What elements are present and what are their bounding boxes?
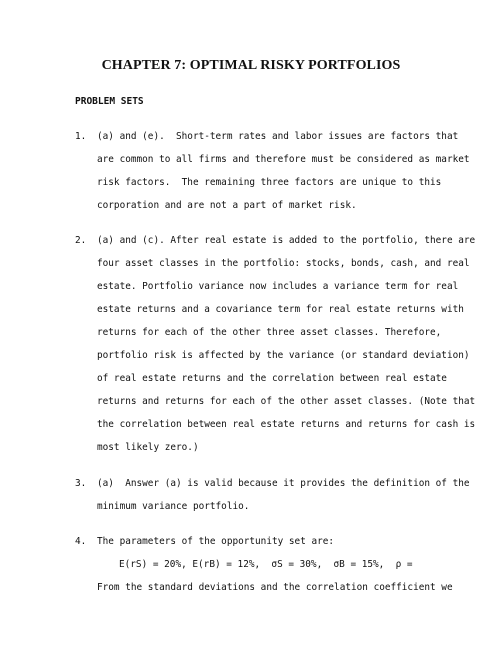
problem-line: returns and returns for each of the other asset classes. (Note that bbox=[97, 396, 476, 407]
problem-line: returns for each of the other three asset classes. Therefore, bbox=[97, 327, 442, 338]
problem-number: 3. bbox=[75, 478, 87, 489]
param-rho: ρ = bbox=[395, 559, 413, 570]
problem-line: minimum variance portfolio. bbox=[97, 501, 250, 512]
param-sigma-b: σB = 15%, bbox=[333, 559, 385, 570]
param-er-b: E(rB) = 12%, bbox=[192, 559, 261, 570]
problem-line: four asset classes in the portfolio: stocks, bonds, cash, and real bbox=[97, 258, 470, 269]
problem-line: portfolio risk is affected by the variance (or standard deviation) bbox=[97, 350, 470, 361]
problem-line: corporation and are not a part of market risk. bbox=[97, 200, 357, 211]
parameter-line bbox=[119, 559, 413, 570]
chapter-title: CHAPTER 7: OPTIMAL RISKY PORTFOLIOS bbox=[101, 58, 401, 73]
problem-line: risk factors. The remaining three factors are unique to this bbox=[97, 177, 442, 188]
problem-line: (a) and (e). Short-term rates and labor issues are factors that bbox=[97, 131, 459, 142]
problem-line: the correlation between real estate returns and returns for cash is bbox=[97, 419, 476, 430]
problem-line: (a) Answer (a) is valid because it provides the definition of the bbox=[97, 478, 470, 489]
problem-line: are common to all firms and therefore must be considered as market bbox=[97, 154, 470, 165]
problem-line: estate returns and a covariance term for real estate returns with bbox=[97, 304, 464, 315]
problem-line: From the standard deviations and the correlation coefficient we bbox=[97, 582, 453, 593]
problem-number: 1. bbox=[75, 131, 87, 142]
param-sigma-s: σS = 30%, bbox=[271, 559, 323, 570]
problem-number: 4. bbox=[75, 536, 87, 547]
problem-line: most likely zero.) bbox=[97, 442, 199, 453]
problem-number: 2. bbox=[75, 235, 87, 246]
param-er-s: E(rS) = 20%, bbox=[119, 559, 187, 570]
problem-line: (a) and (c). After real estate is added to the portfolio, there are bbox=[97, 235, 476, 246]
problem-line: of real estate returns and the correlation between real estate bbox=[97, 373, 447, 384]
problem-line: The parameters of the opportunity set are: bbox=[97, 536, 335, 547]
section-heading: PROBLEM SETS bbox=[75, 96, 144, 107]
problem-line: estate. Portfolio variance now includes a variance term for real bbox=[97, 281, 459, 292]
